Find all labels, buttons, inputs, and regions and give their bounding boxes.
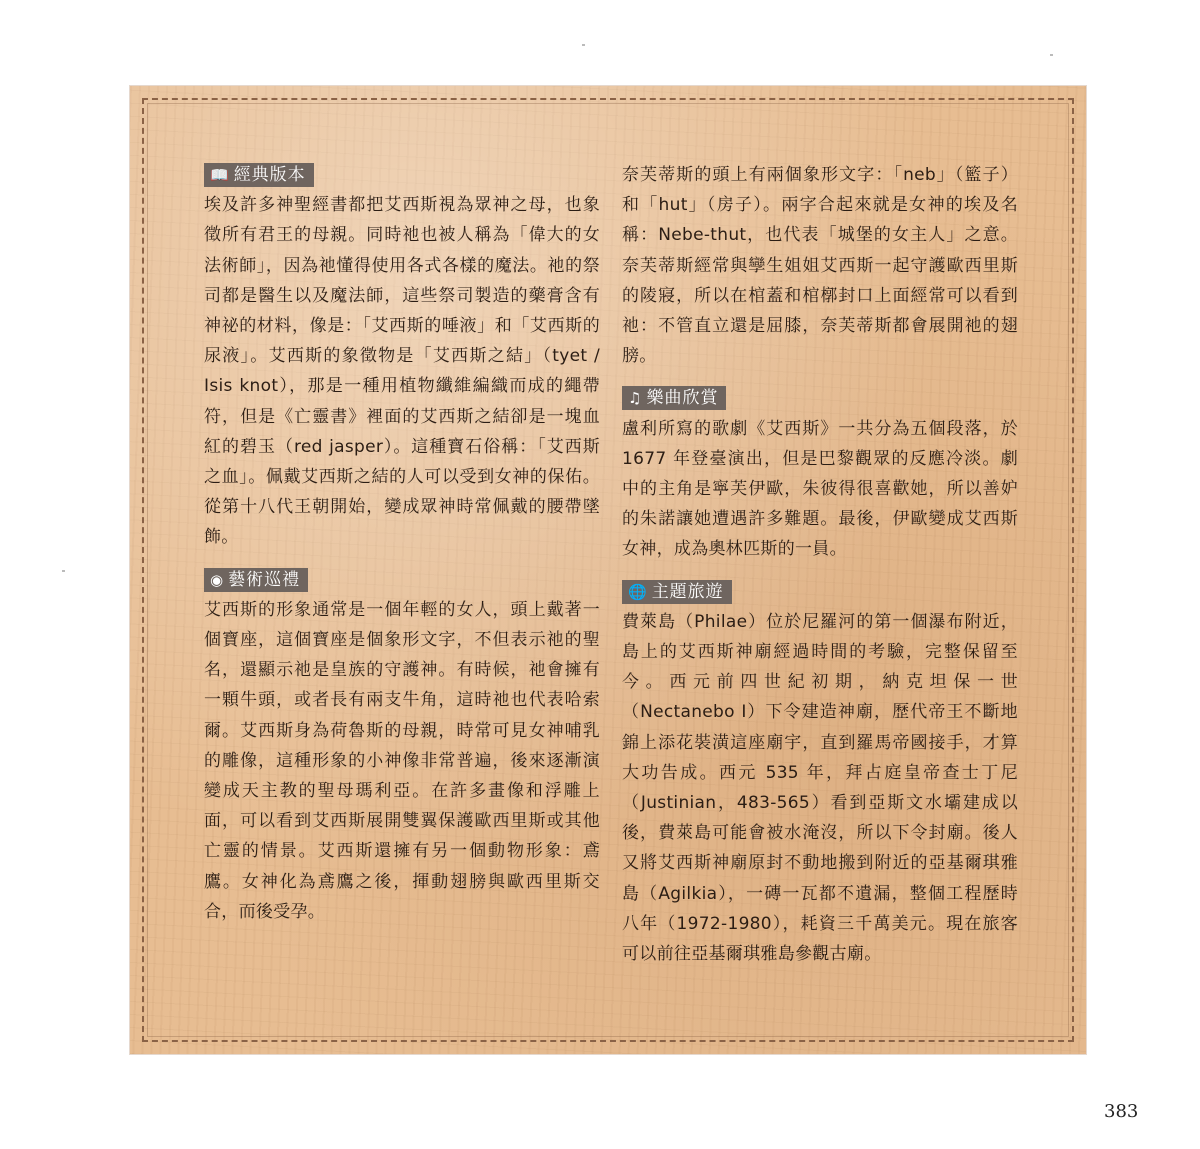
left-column [204, 160, 600, 927]
scan-speck [62, 570, 65, 572]
scan-speck [1050, 54, 1053, 56]
music-note-icon: ♫ [628, 389, 643, 408]
book-icon: 📖 [210, 166, 230, 184]
art-paragraph: 艾西斯的形象通常是一個年輕的女人，頭上戴著一個寶座，這個寶座是個象形文字，不但表示祂的聖名，還顯示祂是皇族的守護神。有時候，祂會擁有一顆牛頭，或者長有兩支牛角，這時祂也代表哈索爾。艾西斯身為荷魯斯的母親，時常可見女神哺乳的雕像，這種形象的小神像非常普遍，後來逐漸演變成天主教的聖母瑪利亞。在許多畫像和浮雕上面，可以看到艾西斯展開雙翼保護歐西里斯或其他亡靈的情景。艾西斯還擁有另一個動物形象：鳶鷹。女神化為鳶鷹之後，揮動翅膀與歐西里斯交合，而後受孕。 [204, 599, 600, 922]
section-heading-classic [204, 163, 314, 187]
scan-speck [582, 44, 585, 46]
heading-label: 樂曲欣賞 [646, 388, 719, 409]
page-number: 383 [1104, 1101, 1139, 1122]
travel-paragraph: 費萊島（Philae）位於尼羅河的第一個瀑布附近，島上的艾西斯神廟經過時間的考驗，完整保留至今。西元前四世紀初期，納克坦保一世（Nectanebo I）下令建造神廟，歷代帝王不斷地錦上添花裝潢這座廟宇，直到羅馬帝國接手，才算大功告成。西元 535 年，拜占庭皇帝查士丁尼（Justinian，483-565）看到亞斯文水壩建成以後，費萊島可能會被水淹沒，所以下令封廟。後人又將艾西斯神廟原封不動地搬到附近的亞基爾琪雅島（Agilkia），一磚一瓦都不遺漏，整個工程歷時八年（1972-1980），耗資三千萬美元。現在旅客可以前往亞基爾琪雅島參觀古廟。 [622, 611, 1018, 965]
section-gap [622, 371, 1018, 383]
music-paragraph: 盧利所寫的歌劇《艾西斯》一共分為五個段落，於 1677 年登臺演出，但是巴黎觀眾的反應冷淡。劇中的主角是寧芙伊歐，朱彼得很喜歡她，所以善妒的朱諾讓她遭遇許多難題。最後，伊歐變成艾西斯女神，成為奧林匹斯的一員。 [622, 418, 1018, 560]
section-heading-music [622, 386, 726, 410]
section-heading-travel [622, 580, 732, 604]
parchment-panel [130, 86, 1086, 1054]
globe-icon: 🌐 [628, 582, 648, 601]
classic-paragraph: 埃及許多神聖經書都把艾西斯視為眾神之母，也象徵所有君王的母親。同時祂也被人稱為「偉大的女法術師」，因為祂懂得使用各式各樣的魔法。祂的祭司都是醫生以及魔法師，這些祭司製造的藥膏含有神祕的材料，像是：「艾西斯的唾液」和「艾西斯的尿液」。艾西斯的象徵物是「艾西斯之結」（tyet / Isis knot），那是一種用植物纖維編織而成的繩帶符，但是《亡靈書》裡面的艾西斯之結卻是一塊血紅的碧玉（red jasper）。這種寶石俗稱：「艾西斯之血」。佩戴艾西斯之結的人可以受到女神的保佑。從第十八代王朝開始，變成眾神時常佩戴的腰帶墜飾。 [204, 195, 600, 548]
section-gap [622, 565, 1018, 577]
eye-icon: ◉ [210, 570, 225, 589]
section-gap [204, 553, 600, 565]
right-column [622, 160, 1018, 969]
intro-paragraph: 奈芙蒂斯的頭上有兩個象形文字：「neb」（籃子）和「hut」（房子）。兩字合起來就是女神的埃及名稱：Nebe-thut，也代表「城堡的女主人」之意。奈芙蒂斯經常與孿生姐姐艾西斯一起守護歐西里斯的陵寢，所以在棺蓋和棺槨封口上面經常可以看到祂：不管直立還是屈膝，奈芙蒂斯都會展開祂的翅膀。 [622, 165, 1018, 367]
heading-label: 經典版本 [233, 165, 306, 185]
section-heading-art [204, 568, 308, 592]
heading-label: 主題旅遊 [651, 581, 724, 602]
heading-label: 藝術巡禮 [228, 569, 301, 590]
